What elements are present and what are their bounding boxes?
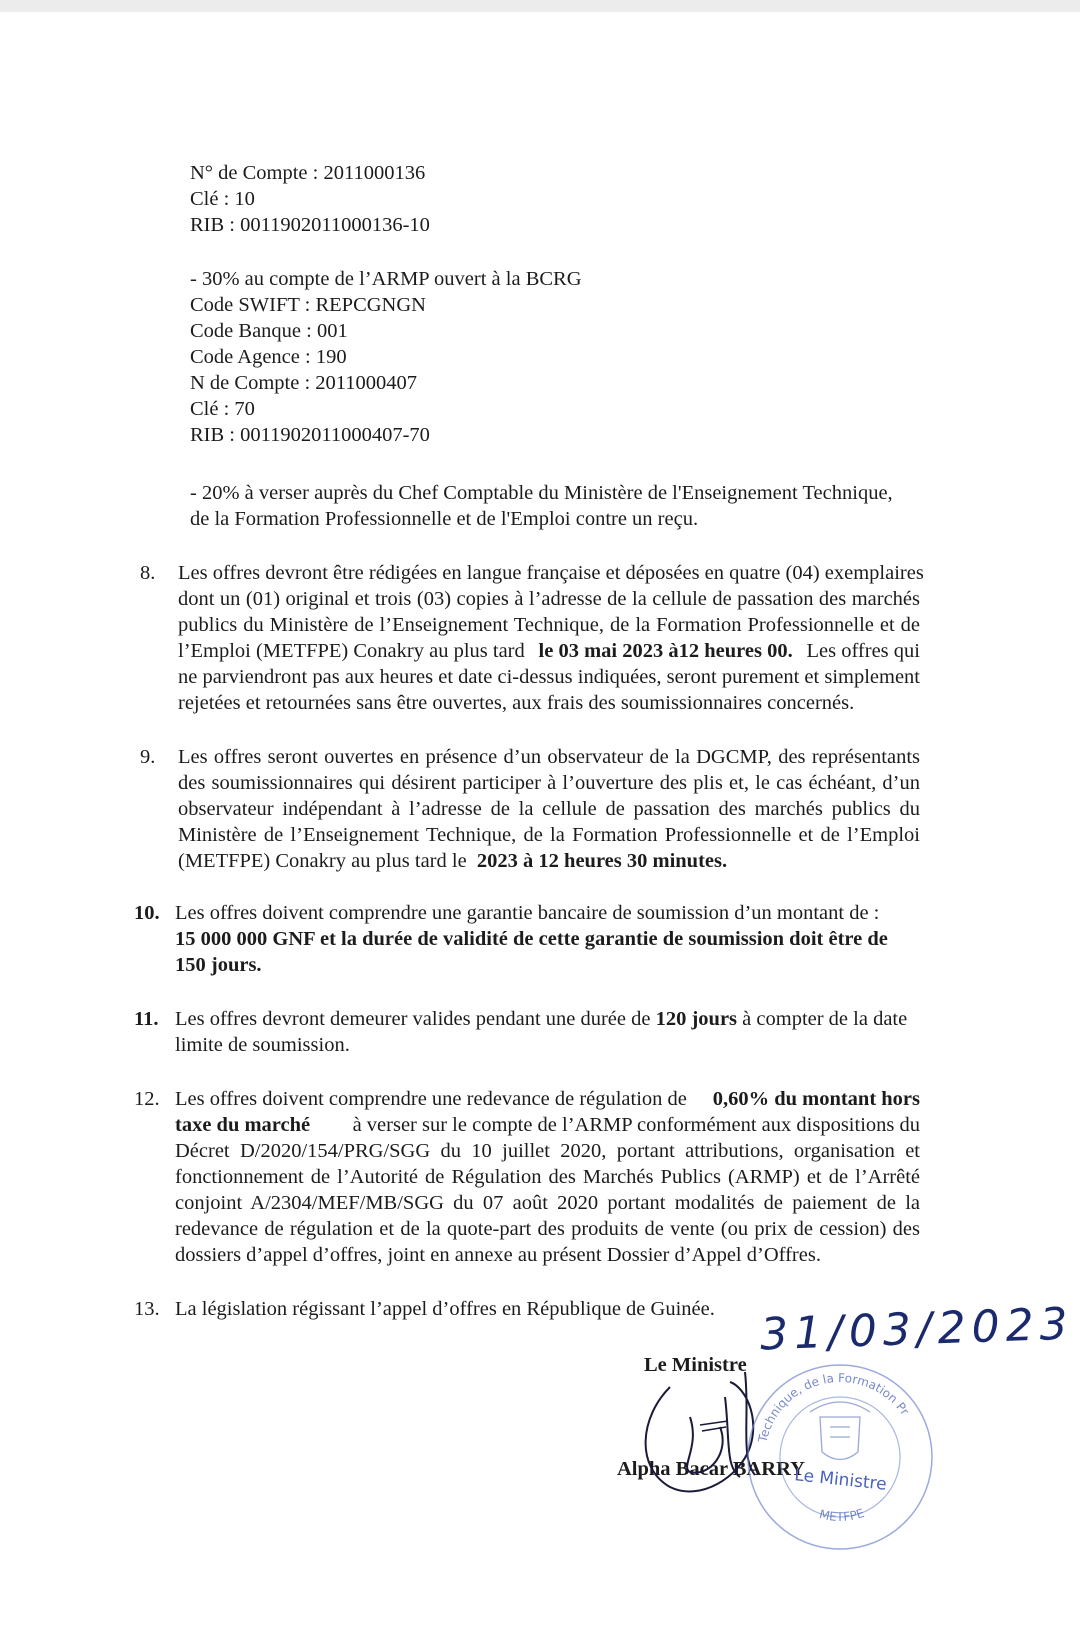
item-8-deadline: le 03 mai 2023 à12 heures 00. — [538, 640, 793, 662]
item-11-validity: 120 jours — [655, 1008, 738, 1030]
account-rib-2: RIB : 0011902011000407-70 — [190, 424, 430, 446]
item-13-line-1: La législation régissant l’appel d’offres en République de Guinée. — [175, 1298, 715, 1320]
stamp-ring-bottom-text: METFPE — [817, 1505, 866, 1524]
item-9-line-2: des soumissionnaires qui désirent participer à l’ouverture des plis et, le cas échéant, d’un — [178, 772, 920, 794]
handwritten-date: 31/03/2023 — [759, 1298, 1075, 1361]
item-11-line-1-start: Les offres devront demeurer valides pendant une durée de — [175, 1008, 651, 1030]
item-8-number: 8. — [140, 562, 156, 584]
item-12-line-6: redevance de régulation et de la quote-part des produits de vente (ou prix de cession) des — [175, 1218, 920, 1240]
item-11-number: 11. — [134, 1008, 159, 1030]
item-11-line-1-end: à compter de la date — [742, 1008, 908, 1030]
item-8-line-5: ne parviendront pas aux heures et date ci-dessus indiquées, seront purement et simplement — [178, 666, 920, 688]
item-9-number: 9. — [140, 746, 156, 768]
official-stamp — [740, 1357, 940, 1557]
item-10-line-1: Les offres doivent comprendre une garantie bancaire de soumission d’un montant de : — [175, 902, 880, 924]
item-9-opening-time: 2023 à 12 heures 30 minutes. — [476, 850, 728, 872]
item-8-line-4-start: l’Emploi (METFPE) Conakry au plus tard — [178, 640, 525, 662]
item-8-line-4 — [178, 638, 920, 664]
bank-code: Code Banque : 001 — [190, 320, 348, 342]
item-12-fee-rate: 0,60% du montant hors — [712, 1088, 920, 1110]
stamp-center-text: Le Ministre — [793, 1465, 888, 1495]
item-12-line-4: fonctionnement de l’Autorité de Régulation des Marchés Publics (ARMP) et de l’Arrêté — [175, 1166, 920, 1188]
item-9-line-4: Ministère de l’Enseignement Technique, de la Formation Professionnelle et de l’Emploi — [178, 824, 920, 846]
item-9-line-1: Les offres seront ouvertes en présence d’un observateur de la DGCMP, des représentants — [178, 746, 920, 768]
item-12-fee-base: taxe du marché — [175, 1114, 311, 1136]
document-page — [0, 12, 1080, 1631]
item-8-line-2: dont un (01) original et trois (03) copies à l’adresse de la cellule de passation des marchés — [178, 588, 920, 610]
top-border-strip — [0, 0, 1080, 12]
item-8-line-1: Les offres devront être rédigées en langue française et déposées en quatre (04) exemplaires — [178, 562, 924, 584]
item-12-number: 12. — [134, 1088, 160, 1110]
agency-code: Code Agence : 190 — [190, 346, 347, 368]
item-9-line-5-start: (METFPE) Conakry au plus tard le — [178, 850, 467, 872]
item-10-line-3: 150 jours. — [175, 954, 262, 976]
item-12-line-3: Décret D/2020/154/PRG/SGG du 10 juillet 2020, portant attributions, organisation et — [175, 1140, 920, 1162]
item-10-number: 10. — [134, 902, 160, 924]
item-13-number: 13. — [134, 1298, 160, 1320]
account-rib-1: RIB : 0011902011000136-10 — [190, 214, 430, 236]
item-11-line-1 — [175, 1006, 907, 1032]
item-11-line-2: limite de soumission. — [175, 1034, 350, 1056]
item-12-line-5: conjoint A/2304/MEF/MB/SGG du 07 août 2020 portant modalités de paiement de la — [175, 1192, 920, 1214]
stamp-emblem — [810, 1402, 870, 1460]
item-8-line-3: publics du Ministère de l’Enseignement Technique, de la Formation Professionnelle et de — [178, 614, 920, 636]
minister-name: Alpha Bacar BARRY — [617, 1458, 805, 1480]
minister-title: Le Ministre — [644, 1354, 747, 1376]
svg-text:METFPE — [818, 1506, 866, 1524]
item-12-line-1-start: Les offres doivent comprendre une redevance de régulation de — [175, 1088, 687, 1110]
item-12-line-2-end: à verser sur le compte de l’ARMP conformément aux dispositions du — [352, 1114, 920, 1136]
item-10-line-2: 15 000 000 GNF et la durée de validité de cette garantie de soumission doit être de — [175, 928, 888, 950]
item-8-line-4-end: Les offres qui — [806, 640, 920, 662]
item-9-line-5 — [178, 848, 727, 874]
part-20-line-2: de la Formation Professionnelle et de l'Emploi contre un reçu. — [190, 508, 699, 530]
account-key-2: Clé : 70 — [190, 398, 255, 420]
account-key-1: Clé : 10 — [190, 188, 255, 210]
part-20-line-1: - 20% à verser auprès du Chef Comptable du Ministère de l'Enseignement Technique, — [190, 482, 893, 504]
account-number-2: N de Compte : 2011000407 — [190, 372, 418, 394]
swift-code: Code SWIFT : REPCGNGN — [190, 294, 426, 316]
item-12-line-7: dossiers d’appel d’offres, joint en annexe au présent Dossier d’Appel d’Offres. — [175, 1244, 821, 1266]
item-9-line-3: observateur indépendant à l’adresse de la cellule de passation des marchés publics du — [178, 798, 920, 820]
item-12-line-1 — [175, 1086, 920, 1112]
account-number-1: N° de Compte : 2011000136 — [190, 162, 426, 184]
armp-share-intro: - 30% au compte de l’ARMP ouvert à la BCRG — [190, 268, 582, 290]
stamp-ring-top-text: Technique, de la Formation Pr — [755, 1370, 912, 1444]
item-12-line-2 — [175, 1112, 920, 1138]
svg-text:Technique, de la Formation Pr — [755, 1371, 912, 1445]
item-8-line-6: rejetées et retournées sans être ouvertes, aux frais des soumissionnaires concernés. — [178, 692, 855, 714]
